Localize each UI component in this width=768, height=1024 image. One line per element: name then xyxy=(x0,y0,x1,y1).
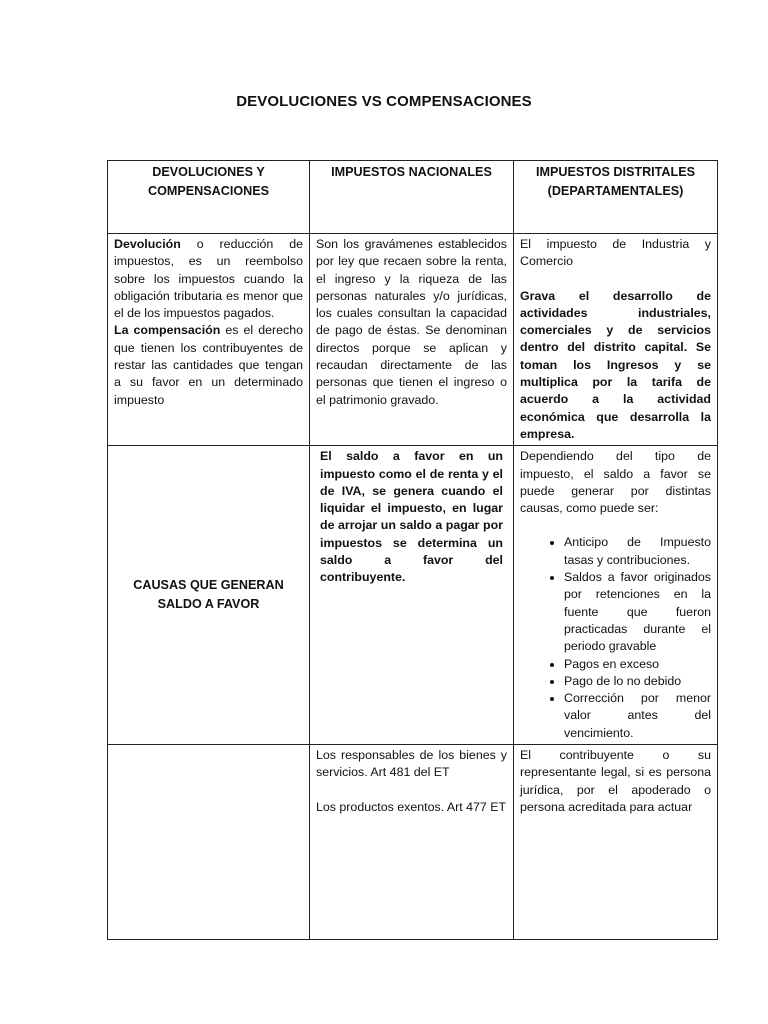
cell-impuestos-nacionales-definicion: Son los gravámenes establecidos por ley que recaen sobre la renta, el ingreso y la riqueza de las personas naturales y/o jurídicas, los cuales consultan la capacidad de pago de éstas. Se denominan directos porque se aplican y recaudan directamente de las personas que tienen el ingreso o el patrimonio gravado. xyxy=(310,234,514,446)
cell-responsables-distritales: El contribuyente o su representante legal, si es persona jurídica, por el apoderado o persona acreditada para actuar xyxy=(514,745,718,940)
industria-comercio-heading: El impuesto de Industria y Comercio xyxy=(520,237,711,269)
devolucion-text: o reducción de impuestos, es un reembolso sobre los impuestos cuando la obligación tributaria es menor que el de los impuestos pagados. xyxy=(114,237,303,321)
compensacion-term: La compensación xyxy=(114,323,221,338)
header-impuestos-distritales: IMPUESTOS DISTRITALES (DEPARTAMENTALES) xyxy=(514,161,718,234)
list-item: • Pago de lo no debido xyxy=(564,673,711,690)
cell-causas-distritales xyxy=(514,446,718,745)
list-item: • Pagos en exceso xyxy=(564,656,711,673)
table-row-definiciones xyxy=(108,234,718,446)
list-item: • Corrección por menor valor antes del vencimiento. xyxy=(564,690,711,742)
header-impuestos-nacionales: IMPUESTOS NACIONALES xyxy=(310,161,514,234)
compensacion-paragraph xyxy=(114,322,303,408)
devolucion-term: Devolución xyxy=(114,237,181,251)
header-devoluciones-compensaciones: DEVOLUCIONES Y COMPENSACIONES xyxy=(108,161,310,234)
list-item: • Saldos a favor originados por retenciones en la fuente que fueron practicadas durante el periodo gravable xyxy=(564,569,711,655)
cell-definicion-devolucion xyxy=(108,234,310,446)
table-row-responsables xyxy=(108,745,718,940)
comparison-table xyxy=(107,160,718,940)
causas-list xyxy=(520,534,711,742)
cell-responsables-label xyxy=(108,745,310,940)
table-row-causas xyxy=(108,446,718,745)
list-item: • Anticipo de Impuesto tasas y contribuciones. xyxy=(564,534,711,569)
devolucion-paragraph xyxy=(114,236,303,322)
cell-responsables-nacionales xyxy=(310,745,514,940)
industria-comercio-text: Grava el desarrollo de actividades industriales, comerciales y de servicios dentro del distrito capital. Se toman los Ingresos y se multiplica por la tarifa de acuerdo a la actividad económica que desarrolla la empresa. xyxy=(520,288,711,441)
responsables-bienes-servicios: Los responsables de los bienes y servicios. Art 481 del ET xyxy=(316,748,507,780)
document-title: DEVOLUCIONES VS COMPENSACIONES xyxy=(236,93,532,110)
compensacion-text: es el derecho que tienen los contribuyentes de restar las cantidades que tengan a su favor en un determinado impuesto xyxy=(114,323,303,407)
cell-impuestos-distritales-definicion xyxy=(514,234,718,446)
causas-intro: Dependiendo del tipo de impuesto, el saldo a favor se puede generar por distintas causas, como puede ser: xyxy=(520,449,711,516)
cell-causas-nacionales: El saldo a favor en un impuesto como el de renta y el de IVA, se genera cuando el liquidar el impuesto, en lugar de arrojar un saldo a pagar por impuestos se determina un saldo a favor del contribuyente. xyxy=(310,446,514,745)
cell-causas-label: CAUSAS QUE GENERAN SALDO A FAVOR xyxy=(108,446,310,745)
table-header-row xyxy=(108,161,718,234)
productos-exentos: Los productos exentos. Art 477 ET xyxy=(316,799,507,814)
